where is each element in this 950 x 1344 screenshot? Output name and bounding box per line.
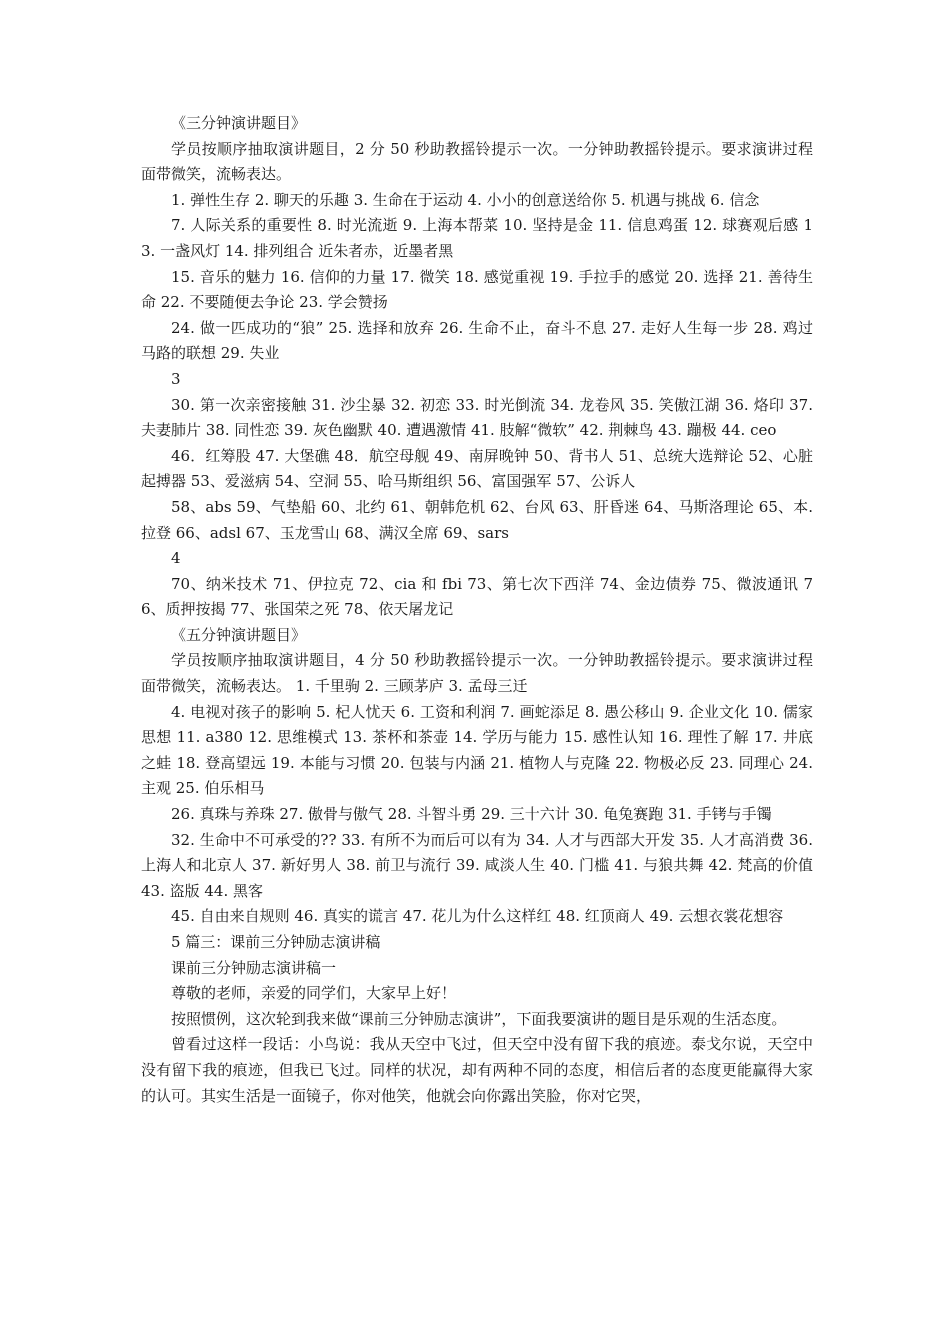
title-five-minute-topics: 《五分钟演讲题目》: [171, 625, 307, 644]
topics-45-49: 45. 自由来自规则 46. 真实的谎言 47. 花儿为什么这样红 48. 红顶商人 49. 云想衣裳花想容: [171, 907, 784, 926]
topics-4-25: 4. 电视对孩子的影响 5. 杞人忧天 6. 工资和利润 7. 画蛇添足 8. 愚公移山 9. 企业文化 10. 儒家思想 11. a380 12. 思维模式 13. 茶杯和茶壶 14. 学历与能力 15. 感性认知 16. 理性了解 17. 井底之蛙 18. 登高望远 19. 本能与习惯 20. 包装与内涵 21. 植物人与克隆 22. 物极必反 23. 同理心 24. 主观 25. 伯乐相马: [141, 702, 813, 798]
topics-70-78: 70、纳米技术 71、伊拉克 72、cia 和 fbi 73、第七次下西洋 74、金边债券 75、微波通讯 76、质押按揭 77、张国荣之死 78、依天屠龙记: [141, 574, 813, 619]
title-three-minute-topics: 《三分钟演讲题目》: [171, 114, 307, 132]
speech-title: 课前三分钟励志演讲稿一: [171, 958, 337, 977]
topics-46-57: 46．红筹股 47. 大堡礁 48．航空母舰 49、南屏晚钟 50、背书人 51、总统大选辩论 52、心脏起搏器 53、爱滋病 54、空洞 55、哈马斯组织 56、富国强军 57、公诉人: [141, 446, 813, 491]
rules-paragraph: 学员按顺序抽取演讲题目，2 分 50 秒助教摇铃提示一次。一分钟助教摇铃提示。要求演讲过程面带微笑，流畅表达。: [141, 139, 813, 184]
section-heading: 5 篇三：课前三分钟励志演讲稿: [171, 933, 381, 951]
document-page: [141, 111, 813, 1109]
rules-paragraph-five: 学员按顺序抽取演讲题目，4 分 50 秒助教摇铃提示一次。一分钟助教摇铃提示。要求演讲过程面带微笑，流畅表达。 1. 千里驹 2. 三顾茅庐 3. 孟母三迁: [141, 651, 813, 696]
speech-greeting: 尊敬的老师，亲爱的同学们，大家早上好！: [171, 984, 457, 1003]
topics-32-44: 32. 生命中不可承受的?? 33. 有所不为而后可以有为 34. 人才与西部大开发 35. 人才高消费 36. 上海人和北京人 37. 新好男人 38. 前卫与流行 39. 咸淡人生 40. 门槛 41. 与狼共舞 42. 梵高的价值 43. 盗版 44. 黑客: [141, 830, 813, 900]
topics-15-23: 15. 音乐的魅力 16. 信仰的力量 17. 微笑 18. 感觉重视 19. 手拉手的感觉 20. 选择 21. 善待生命 22. 不要随便去争论 23. 学会赞扬: [141, 267, 813, 312]
topics-24-29: 24. 做一匹成功的“狼” 25. 选择和放弃 26. 生命不止，奋斗不息 27. 走好人生每一步 28. 鸡过马路的联想 29. 失业: [141, 318, 813, 363]
topics-58-69: 58、abs 59、气垫船 60、北约 61、朝韩危机 62、台风 63、肝昏迷 64、马斯洛理论 65、本.拉登 66、adsl 67、玉龙雪山 68、满汉全席 69、sars: [141, 497, 813, 542]
page-number-4: 4: [171, 549, 181, 568]
topics-30-44: 30. 第一次亲密接触 31. 沙尘暴 32. 初恋 33. 时光倒流 34. 龙卷风 35. 笑傲江湖 36. 烙印 37. 夫妻肺片 38. 同性恋 39. 灰色幽默 40. 遭遇激情 41. 肢解“微软” 42. 荆棘鸟 43. 蹦极 44. ceo: [141, 395, 813, 440]
speech-intro: 按照惯例，这次轮到我来做“课前三分钟励志演讲”，下面我要演讲的题目是乐观的生活态度。: [171, 1009, 787, 1028]
topics-1-6: 1. 弹性生存 2. 聊天的乐趣 3. 生命在于运动 4. 小小的创意送给你 5. 机遇与挑战 6. 信念: [171, 190, 760, 209]
topics-26-31: 26. 真珠与养珠 27. 傲骨与傲气 28. 斗智斗勇 29. 三十六计 30. 龟兔赛跑 31. 手铐与手镯: [171, 805, 772, 824]
topics-7-14: 7. 人际关系的重要性 8. 时光流逝 9. 上海本帮菜 10. 坚持是金 11. 信息鸡蛋 12. 球赛观后感 13. 一盏风灯 14. 排列组合 近朱者赤，近墨者黑: [141, 216, 813, 260]
speech-body: 曾看过这样一段话：小鸟说：我从天空中飞过，但天空中没有留下我的痕迹。泰戈尔说，天空中没有留下我的痕迹，但我已飞过。同样的状况，却有两种不同的态度，相信后者的态度更能赢得大家的认可。其实生活是一面镜子，你对他笑，他就会向你露出笑脸，你对它哭，: [141, 1035, 813, 1105]
page-number-3: 3: [171, 369, 181, 388]
